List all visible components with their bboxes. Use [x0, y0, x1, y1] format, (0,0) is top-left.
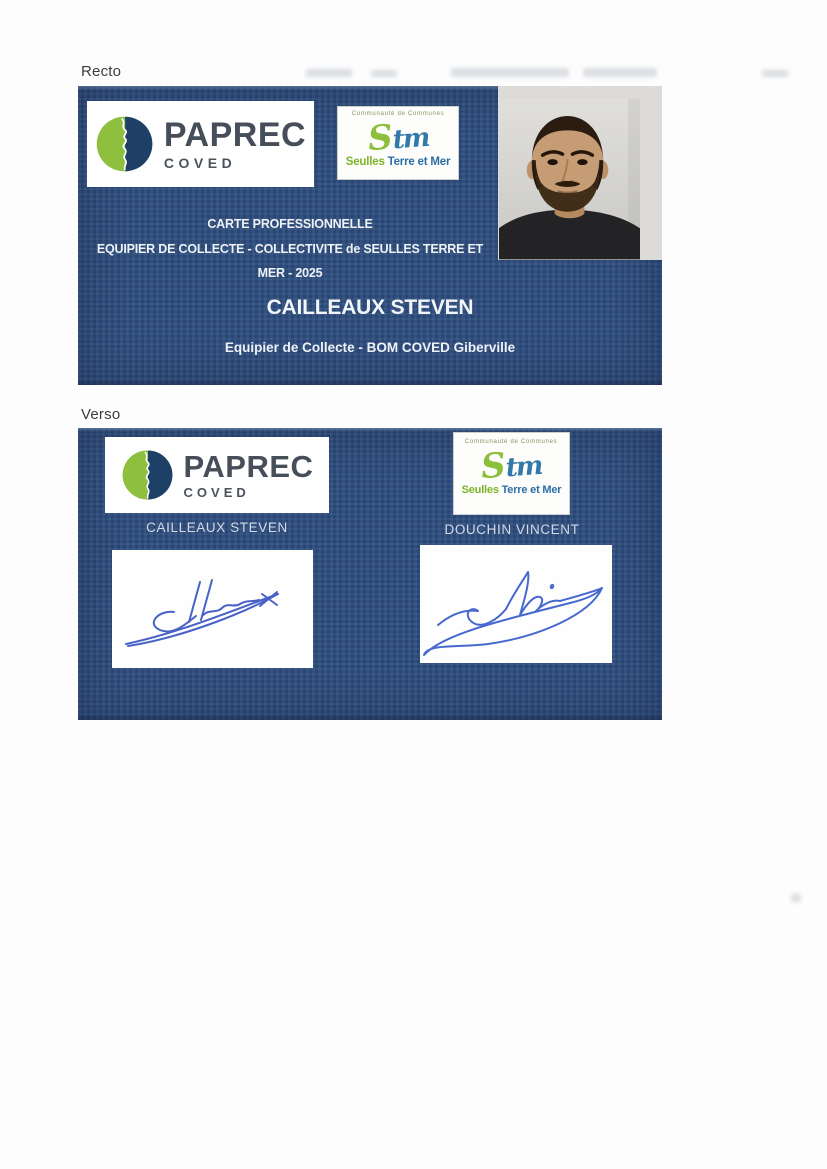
paprec-globe-icon — [121, 449, 173, 501]
scan-artifact — [791, 894, 801, 902]
paprec-globe-icon — [95, 115, 153, 173]
photo-area — [498, 86, 662, 260]
signature-box-right — [420, 545, 612, 663]
signature-box-left — [112, 550, 313, 668]
scan-artifact — [762, 70, 788, 77]
holder-role: Equipier de Collecte - BOM COVED Giberville — [224, 340, 516, 355]
stm-tagline: Seulles Terre et Mer — [461, 484, 562, 496]
paprec-logo-box — [87, 101, 314, 187]
paprec-subbrand-text: COVED — [163, 154, 237, 171]
paprec-brand-text: PAPREC — [183, 448, 314, 484]
card-title-line3: MER - 2025 — [257, 266, 323, 280]
recto-card — [78, 86, 662, 385]
recto-label: Recto — [81, 63, 122, 80]
stm-tagline: Seulles Terre et Mer — [345, 156, 451, 168]
stm-header-text: Communauté de Communes — [351, 110, 445, 117]
scan-artifact — [306, 69, 352, 77]
paprec-logo-box-verso — [105, 437, 329, 513]
stm-logo-box — [337, 106, 459, 180]
scan-artifact — [451, 68, 569, 77]
signature-cailleaux — [112, 550, 313, 668]
card-title-line2: EQUIPIER DE COLLECTE - COLLECTIVITE de SEULLES TERRE ET — [96, 241, 484, 256]
paprec-subbrand-text: COVED — [183, 484, 250, 500]
holder-name: CAILLEAUX STEVEN — [266, 296, 474, 319]
stm-acronym: Stm — [480, 445, 543, 488]
verso-card — [78, 428, 662, 720]
id-photo — [499, 98, 640, 260]
verso-label: Verso — [81, 406, 121, 423]
signature-douchin — [420, 545, 612, 663]
verso-left-name: CAILLEAUX STEVEN — [146, 520, 288, 535]
verso-right-name: DOUCHIN VINCENT — [444, 522, 580, 537]
scan-artifact — [371, 70, 397, 77]
stm-acronym: Stm — [366, 117, 430, 160]
card-title-block — [78, 212, 502, 286]
card-title-line1: CARTE PROFESSIONNELLE — [207, 217, 373, 231]
scan-artifact — [583, 68, 657, 77]
stm-header-text: Communauté de Communes — [465, 438, 558, 445]
stm-logo-box-verso — [453, 432, 570, 515]
paprec-brand-text: PAPREC — [163, 115, 307, 154]
